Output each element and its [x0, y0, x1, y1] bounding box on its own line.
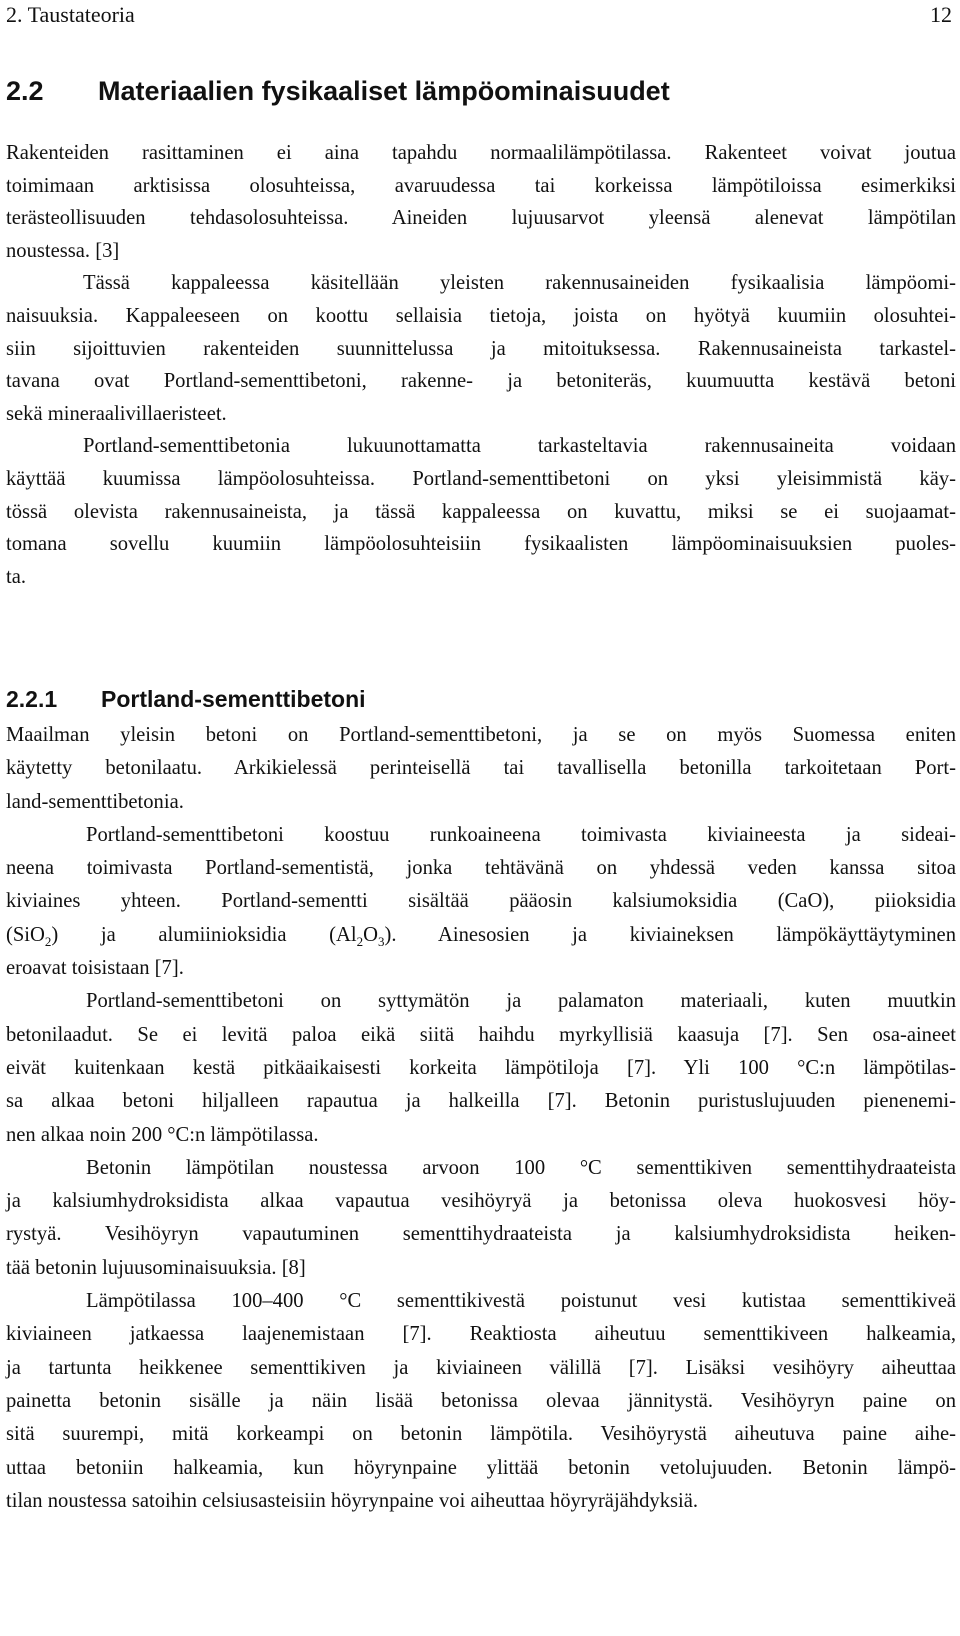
subsection-heading [6, 686, 366, 713]
text-line: eroavat toisistaan [7]. [6, 957, 184, 980]
text-line: terästeollisuuden tehdasolosuhteissa. Aineiden lujuusarvot yleensä alenevat lämpötilan [6, 207, 956, 230]
page-number: 12 [930, 2, 952, 27]
text-line: Portland-sementtibetoni koostuu runkoaineena toimivasta kiviaineesta ja sideai- [86, 823, 956, 846]
text-segment: (SiO [6, 923, 45, 946]
text-line: Tässä kappaleessa käsitellään yleisten rakennusaineiden fysikaalisia lämpöomi- [83, 272, 956, 295]
section-body [6, 137, 956, 593]
subsection-body [6, 719, 956, 1518]
text-line: eivät kuitenkaan kestä pitkäaikaisesti korkeita lämpötiloja [7]. Yli 100 °C:n lämpötilas- [6, 1056, 956, 1079]
subscript: 3 [378, 933, 385, 949]
text-line: tilan noustessa satoihin celsiusasteisiin höyrynpaine voi aiheuttaa höyryräjähdyksiä. [6, 1489, 699, 1512]
text-line: käytetty betonilaatu. Arkikielessä perinteisellä tai tavallisella betonilla tarkoitetaan Port- [6, 757, 956, 780]
text-line: Maailman yleisin betoni on Portland-sementtibetoni, ja se on myös Suomessa eniten [6, 724, 956, 746]
subsection-number: 2.2.1 [6, 686, 58, 712]
text-line: tavana ovat Portland-sementtibetoni, rakenne- ja betoniteräs, kuumuutta kestävä betoni [6, 370, 956, 393]
text-line: Rakenteiden rasittaminen ei aina tapahdu normaalilämpötilassa. Rakenteet voivat joutua [6, 142, 956, 164]
text-line: Lämpötilassa 100–400 °C sementtikivestä poistunut vesi kutistaa sementtikiveä [86, 1290, 956, 1313]
subscript: 2 [44, 933, 52, 949]
chapter-label: 2. Taustateoria [6, 2, 135, 27]
text-line: Portland-sementtibetonia lukuunottamatta tarkasteltavia rakennusaineita voidaan [83, 435, 956, 458]
text-line: käyttää kuumissa lämpöolosuhteissa. Portland-sementtibetoni on yksi yleisimmistä käy- [6, 467, 956, 490]
text-line: siin sijoittuvien rakenteiden suunnittelussa ja mitoituksessa. Rakennusaineista tarkastel- [6, 337, 956, 360]
text-line: kiviaines yhteen. Portland-sementti sisältää pääosin kalsiumoksidia (CaO), piioksidia [6, 890, 956, 913]
text-line: noustessa. [3] [6, 239, 120, 262]
text-line: sitä suurempi, mitä korkeampi on betonin lämpötila. Vesihöyrystä aiheutuva paine aihe- [6, 1423, 956, 1446]
text-line: nen alkaa noin 200 °C:n lämpötilassa. [6, 1123, 319, 1146]
text-line: rystyä. Vesihöyryn vapautuminen sementtihydraateista ja kalsiumhydroksidista heiken- [6, 1223, 956, 1246]
subscript: 2 [356, 933, 364, 949]
text-line: painetta betonin sisälle ja näin lisää betonissa olevaa jännitystä. Vesihöyryn paine on [6, 1389, 956, 1412]
text-segment: ) ja alumiinioksidia (Al [51, 923, 357, 946]
section-heading [6, 76, 670, 107]
text-line: ja tartunta heikkenee sementtikiven ja kiviaineen välillä [7]. Lisäksi vesihöyry aiheuttaa [6, 1356, 956, 1379]
text-line: ja kalsiumhydroksidista alkaa vapautua vesihöyryä ja betonissa oleva huokosvesi höy- [6, 1190, 956, 1213]
text-line-with-formulas [6, 919, 956, 952]
text-line: tää betonin lujuusominaisuuksia. [8] [6, 1256, 306, 1279]
text-line: naisuuksia. Kappaleeseen on koottu sellaisia tietoja, joista on hyötyä kuumiin olosuhtei- [6, 304, 956, 327]
text-line: sa alkaa betoni hiljalleen rapautua ja halkeilla [7]. Betonin puristuslujuuden pienenemi- [6, 1090, 956, 1113]
text-line: ta. [6, 565, 27, 588]
running-header [6, 2, 952, 30]
text-line: toimimaan arktisissa olosuhteissa, avaruudessa tai korkeissa lämpötiloissa esimerkiksi [6, 174, 956, 197]
text-line: tössä olevista rakennusaineista, ja tässä kappaleessa on kuvattu, miksi se ei suojaamat- [6, 500, 956, 523]
subsection-title: Portland-sementtibetoni [101, 686, 366, 712]
section-title: Materiaalien fysikaaliset lämpöominaisuudet [98, 76, 670, 106]
text-segment: ). Ainesosien ja kiviaineksen lämpökäyttäytyminen [384, 923, 956, 946]
text-line: betonilaadut. Se ei levitä paloa eikä siitä haihdu myrkyllisiä kaasuja [7]. Sen osa-aineet [6, 1023, 956, 1046]
text-line: land-sementtibetonia. [6, 790, 184, 813]
section-number: 2.2 [6, 76, 44, 106]
text-line: Portland-sementtibetoni on syttymätön ja palamaton materiaali, kuten muutkin [86, 990, 956, 1013]
text-line: uttaa betoniin halkeamia, kun höyrynpaine ylittää betonin vetolujuuden. Betonin lämpö- [6, 1456, 956, 1479]
text-segment: O [363, 923, 379, 946]
text-line: sekä mineraalivillaeristeet. [6, 402, 227, 425]
text-line: neena toimivasta Portland-sementistä, jonka tehtävänä on yhdessä veden kanssa sitoa [6, 857, 956, 880]
text-line: tomana sovellu kuumiin lämpöolosuhteisiin fysikaalisten lämpöominaisuuksien puoles- [6, 533, 956, 556]
text-line: kiviaineen jatkaessa laajenemistaan [7]. Reaktiosta aiheutuu sementtikiveen halkeamia, [6, 1323, 956, 1346]
text-line: Betonin lämpötilan noustessa arvoon 100 °C sementtikiven sementtihydraateista [86, 1156, 956, 1179]
